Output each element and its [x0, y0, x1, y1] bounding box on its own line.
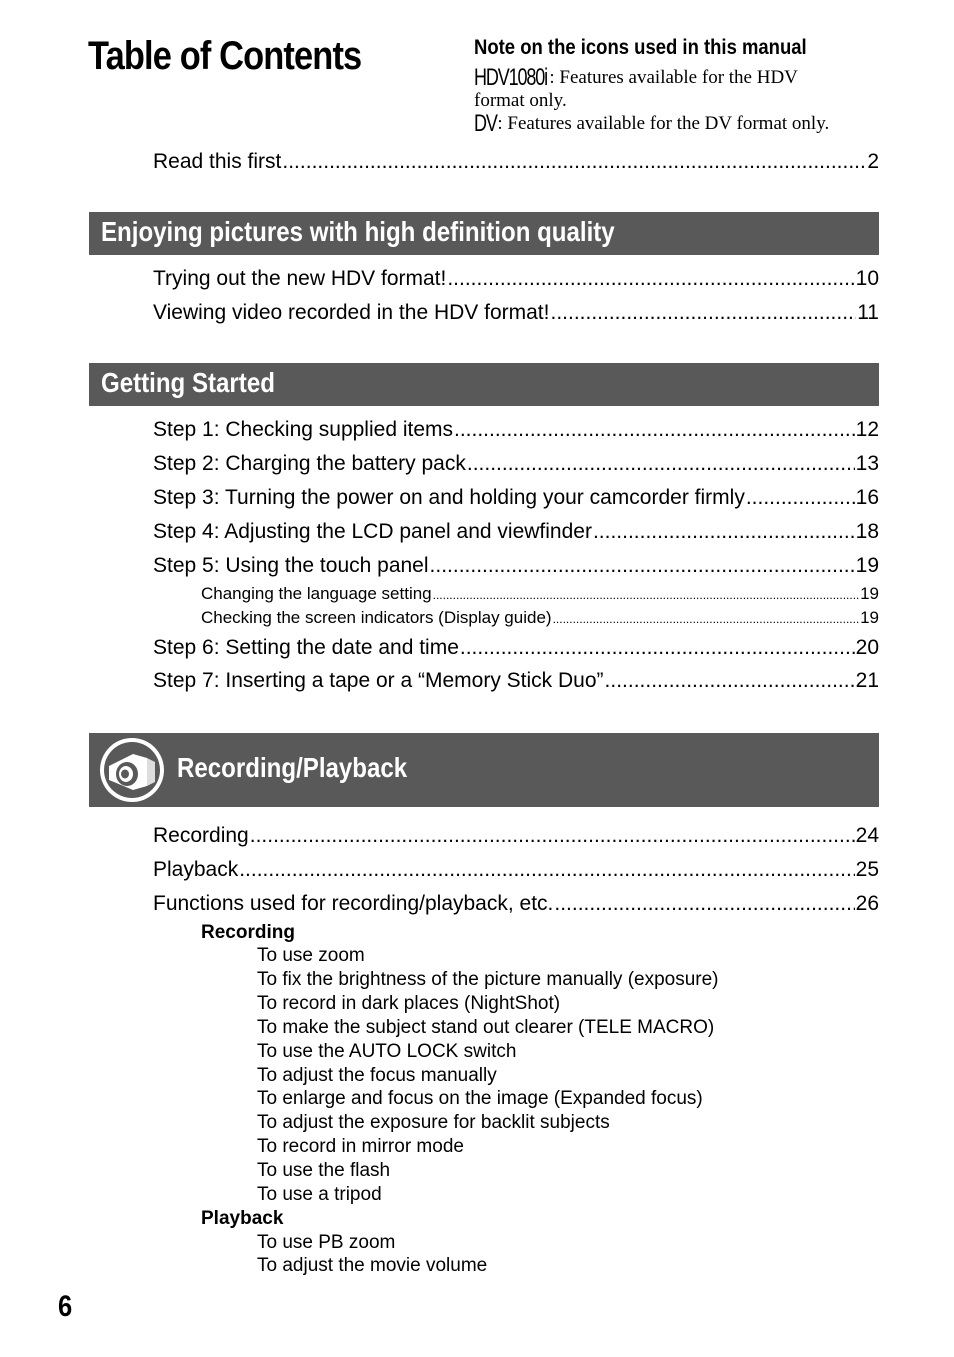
list-item[interactable]: To record in mirror mode	[257, 1136, 464, 1157]
list-item[interactable]: To use a tripod	[257, 1184, 382, 1205]
icon-note	[474, 36, 894, 135]
toc-entry-label: Read this first	[153, 150, 282, 173]
toc-entry[interactable]	[153, 301, 879, 325]
dot-leader	[553, 612, 860, 626]
icon-note-heading: Note on the icons used in this manual	[474, 36, 807, 59]
dot-leader	[746, 486, 855, 510]
list-item[interactable]: To adjust the movie volume	[257, 1255, 488, 1276]
list-item[interactable]: To make the subject stand out clearer (TELE MACRO)	[257, 1017, 715, 1038]
dot-leader	[282, 150, 866, 174]
toc-entry-label: Step 2: Charging the battery pack	[153, 452, 466, 475]
toc-entry-label: Changing the language setting	[201, 584, 432, 603]
toc-entry-label: Checking the screen indicators (Display guide)	[201, 608, 552, 627]
dv-note	[474, 112, 894, 135]
dot-leader	[460, 636, 855, 660]
toc-entry-page: 16	[855, 486, 879, 509]
toc-entry-label: Step 4: Adjusting the LCD panel and viewfinder	[153, 520, 592, 543]
toc-entry[interactable]	[153, 824, 879, 848]
toc-entry-label: Recording	[153, 824, 249, 847]
toc-entry-page: 18	[855, 520, 879, 543]
toc-entry-page: 13	[855, 452, 879, 475]
toc-entry-read-this-first[interactable]	[153, 150, 879, 174]
section-title: Recording/Playback	[177, 752, 408, 783]
section-header-recording-playback	[89, 733, 879, 807]
page-number: 6	[58, 1290, 73, 1323]
dot-leader	[593, 520, 855, 544]
dot-leader	[467, 452, 855, 476]
toc-entry-label: Playback	[153, 858, 239, 881]
subheading-recording: Recording	[201, 922, 295, 943]
toc-entry-label: Step 5: Using the touch panel	[153, 554, 429, 577]
list-item[interactable]: To use zoom	[257, 945, 365, 966]
toc-entry-label: Step 7: Inserting a tape or a “Memory Stick Duo”	[153, 669, 604, 692]
toc-entry-label: Step 3: Turning the power on and holding your camcorder firmly	[153, 486, 745, 509]
toc-entry[interactable]	[153, 858, 879, 882]
toc-entry-page: 21	[855, 669, 879, 692]
dot-leader	[447, 267, 854, 291]
toc-entry-label: Trying out the new HDV format!	[153, 267, 447, 290]
toc-entry-page: 19	[860, 608, 879, 627]
dot-leader	[454, 418, 855, 442]
list-item[interactable]: To fix the brightness of the picture manually (exposure)	[257, 969, 719, 990]
dot-leader	[605, 669, 855, 693]
subheading-playback: Playback	[201, 1208, 284, 1229]
section-title: Getting Started	[101, 367, 275, 398]
hdv1080i-icon: HDV1080i	[474, 64, 548, 91]
toc-entry[interactable]	[153, 452, 879, 476]
toc-entry-label: Step 1: Checking supplied items	[153, 418, 453, 441]
toc-entry[interactable]	[153, 669, 879, 693]
toc-entry-page: 10	[855, 267, 879, 290]
toc-entry[interactable]	[153, 554, 879, 578]
toc-entry-label: Viewing video recorded in the HDV format!	[153, 301, 550, 324]
toc-entry-page: 12	[855, 418, 879, 441]
list-item[interactable]: To use the AUTO LOCK switch	[257, 1041, 517, 1062]
list-item[interactable]: To use PB zoom	[257, 1232, 396, 1253]
hdv-note	[474, 66, 894, 112]
hdv-note-text-2: format only.	[474, 90, 567, 111]
toc-entry-page: 11	[857, 301, 879, 324]
section-header-hd	[89, 212, 879, 255]
list-item[interactable]: To use the flash	[257, 1160, 391, 1181]
dot-leader	[250, 824, 855, 848]
section-header-getting-started	[89, 363, 879, 406]
toc-entry-label: Functions used for recording/playback, etc.	[153, 892, 554, 915]
toc-entry[interactable]	[153, 520, 879, 544]
toc-entry[interactable]	[153, 267, 879, 291]
dv-icon: DV	[474, 110, 497, 137]
toc-entry-label: Step 6: Setting the date and time	[153, 636, 459, 659]
toc-entry-page: 26	[855, 892, 879, 915]
toc-entry-page: 19	[860, 584, 879, 603]
toc-entry-page: 20	[855, 636, 879, 659]
section-title: Enjoying pictures with high definition quality	[101, 216, 615, 247]
list-item[interactable]: To adjust the focus manually	[257, 1065, 497, 1086]
toc-entry[interactable]	[153, 892, 879, 916]
hdv-note-text: : Features available for the HDV	[549, 67, 798, 88]
toc-entry-page: 25	[855, 858, 879, 881]
camcorder-icon	[97, 736, 167, 804]
dv-note-text: : Features available for the DV format only.	[497, 113, 830, 134]
toc-entry-page: 19	[855, 554, 879, 577]
list-item[interactable]: To enlarge and focus on the image (Expanded focus)	[257, 1088, 703, 1109]
page-title: Table of Contents	[88, 34, 362, 78]
toc-entry[interactable]	[153, 636, 879, 660]
list-item[interactable]: To record in dark places (NightShot)	[257, 993, 561, 1014]
dot-leader	[550, 301, 856, 325]
toc-entry[interactable]	[153, 486, 879, 510]
dot-leader	[433, 588, 859, 602]
toc-subentry[interactable]	[201, 584, 879, 604]
list-item[interactable]: To adjust the exposure for backlit subjects	[257, 1112, 610, 1133]
toc-entry-page: 2	[867, 150, 879, 173]
toc-entry-page: 24	[855, 824, 879, 847]
dot-leader	[239, 858, 854, 882]
dot-leader	[430, 554, 855, 578]
toc-entry[interactable]	[153, 418, 879, 442]
toc-subentry[interactable]	[201, 608, 879, 628]
dot-leader	[554, 892, 854, 916]
